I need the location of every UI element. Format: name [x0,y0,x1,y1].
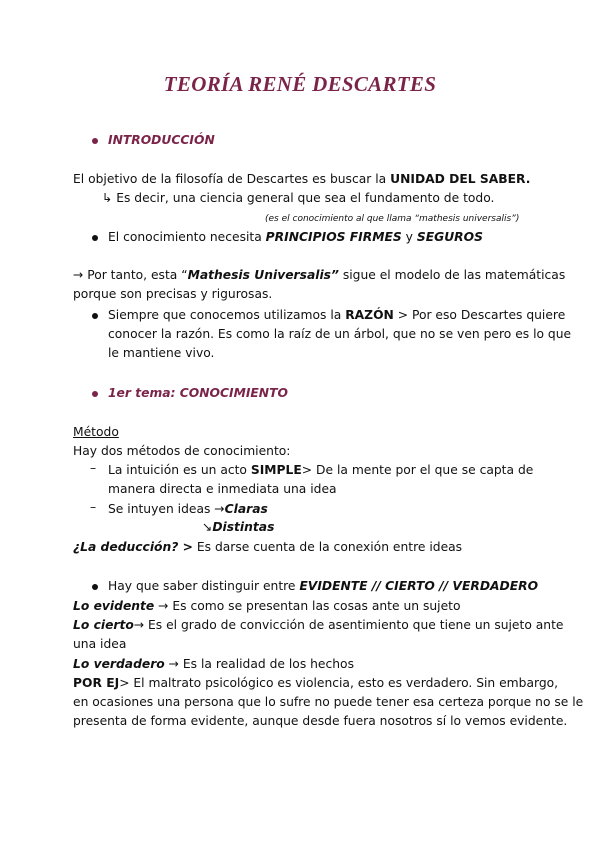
text: Es darse cuenta de la conexión entre ideas [192,540,463,554]
bullet-icon [92,313,98,319]
emphasis-seguros: SEGUROS [416,230,483,244]
arrow-icon: ↘ [202,520,213,534]
text: Siempre que conocemos utilizamos la [108,308,346,322]
bullet-icon [92,138,98,144]
paragraph-deduccion [73,538,462,556]
bullet-conocimiento [108,228,483,246]
def-cierto [73,616,563,634]
text: → Es como se presentan las cosas ante un sujeto [154,599,461,613]
label-cierto: Lo cierto [73,618,134,632]
text: > Por eso Descartes quiere [393,308,566,322]
text: → Por tanto, esta “ [73,268,188,282]
paragraph-objetivo [73,170,530,188]
text: → Es el grado de convicción de asentimiento que tiene un sujeto ante [133,618,564,632]
text: El conocimiento necesita [108,230,266,244]
emphasis-evidente-cierto-verdadero: EVIDENTE // CIERTO // VERDADERO [299,579,539,593]
metodo-intuicion [108,461,533,479]
paragraph-por-tanto-line2: porque son precisas y rigurosas. [73,287,273,301]
def-verdadero [73,655,354,673]
emphasis-deduccion: ¿La deducción? > [73,540,193,554]
text: sigue el modelo de las matemáticas [338,268,566,282]
text: > El maltrato psicológico es violencia, esto es verdadero. Sin embargo, [119,676,559,690]
intro-heading: INTRODUCCIÓN [108,133,215,147]
def-ejemplo-line3: presenta de forma evidente, aunque desde fuera nosotros sí lo vemos evidente. [73,714,568,728]
text: > De la mente por el que se capta de [301,463,534,477]
text: Hay que saber distinguir entre [108,579,300,593]
emphasis-simple: SIMPLE [250,463,302,477]
emphasis-mathesis: Mathesis Universalis” [187,268,339,282]
def-ejemplo [73,674,558,692]
metodo-intuyen [108,500,268,518]
metodo-line: Hay dos métodos de conocimiento: [73,444,291,458]
label-verdadero: Lo verdadero [73,657,165,671]
bullet-razon-line3: le mantiene vivo. [108,346,215,360]
bullet-distinguir [108,577,538,595]
emphasis-claras: Claras [224,502,268,516]
text: Se intuyen ideas → [108,502,225,516]
bullet-icon [92,584,98,590]
text: El objetivo de la filosofía de Descartes es buscar la [73,172,391,186]
page-title: TEORÍA RENÉ DESCARTES [163,72,437,96]
note-mathesis: (es el conocimiento al que llama “mathesis universalis”) [265,214,520,224]
paragraph-es-decir: ↳ Es decir, una ciencia general que sea el fundamento de todo. [102,191,495,205]
text: La intuición es un acto [108,463,251,477]
label-por-ej: POR EJ [73,676,120,690]
bullet-icon [92,235,98,241]
bullet-icon [92,391,98,397]
emphasis-distintas: Distintas [212,520,275,534]
paragraph-por-tanto [73,266,565,284]
def-evidente [73,597,461,615]
bullet-razon [108,306,565,324]
metodo-distintas [202,518,274,536]
metodo-intuicion-line2: manera directa e inmediata una idea [108,482,337,496]
label-evidente: Lo evidente [73,599,155,613]
emphasis-razon: RAZÓN [345,308,394,322]
bullet-razon-line2: conocer la razón. Es como la raíz de un árbol, que no se ven pero es lo que [108,327,572,341]
dash-icon: – [90,461,97,475]
def-cierto-line2: una idea [73,637,127,651]
text: y [401,230,417,244]
emphasis-unidad-del-saber: UNIDAD DEL SABER. [390,172,531,186]
metodo-label: Método [73,425,119,439]
def-ejemplo-line2: en ocasiones una persona que lo sufre no puede tener esa certeza porque no se le [73,695,584,709]
dash-icon: – [90,500,97,514]
tema-heading: 1er tema: CONOCIMIENTO [108,386,288,400]
emphasis-principios-firmes: PRINCIPIOS FIRMES [265,230,402,244]
text: → Es la realidad de los hechos [168,657,354,671]
